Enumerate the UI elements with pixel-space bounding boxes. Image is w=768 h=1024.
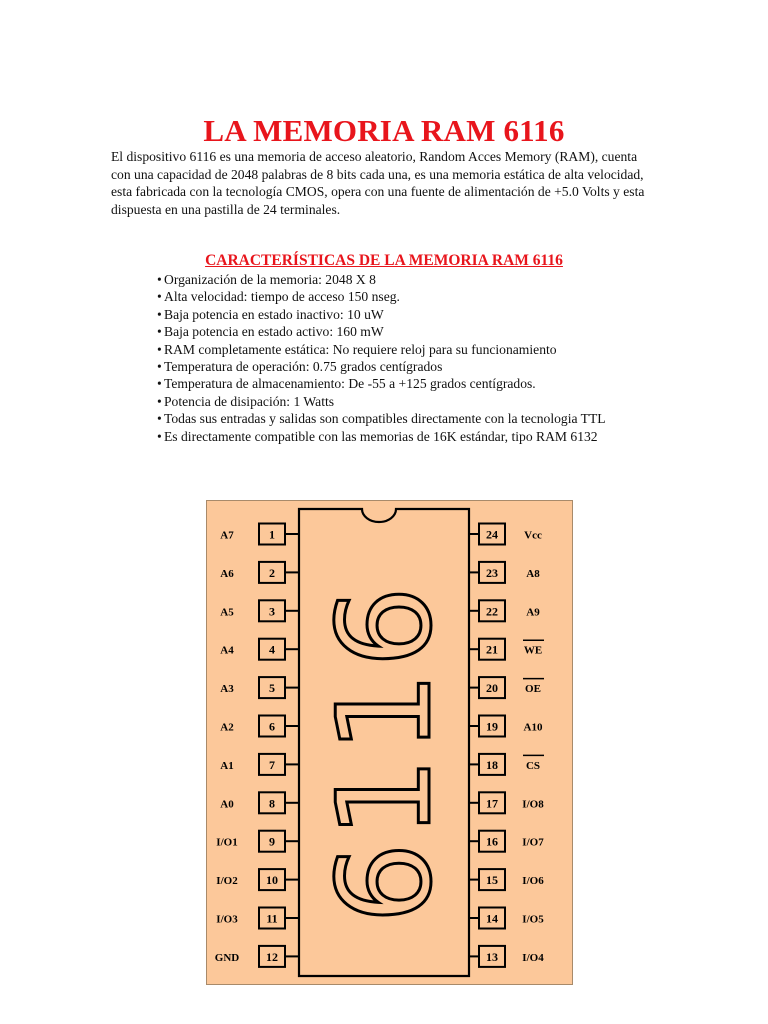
pin-name-right: I/O4	[522, 951, 544, 964]
bullet-icon: •	[157, 359, 162, 375]
pin-number-left: 9	[269, 834, 275, 849]
bullet-icon: •	[157, 324, 162, 340]
pin-number-right: 20	[486, 681, 498, 696]
pin-number-right: 13	[486, 949, 498, 964]
pin-name-right: Vcc	[524, 529, 542, 542]
chip-pinout-diagram	[206, 500, 573, 985]
pin-number-right: 17	[486, 796, 498, 811]
feature-text: Todas sus entradas y salidas son compatibles directamente con la tecnologia TTL	[164, 411, 606, 427]
pin-name-left: A0	[220, 798, 234, 811]
pin-number-left: 1	[269, 527, 275, 542]
bullet-icon: •	[157, 428, 162, 444]
pin-name-right: A10	[523, 721, 543, 734]
pin-name-right: WE	[523, 644, 543, 657]
bullet-icon: •	[157, 341, 162, 357]
pin-name-right: A8	[526, 567, 540, 580]
bullet-icon: •	[157, 393, 162, 409]
feature-item	[157, 428, 652, 445]
pin-number-right: 24	[486, 527, 498, 542]
pin-name-left: A7	[220, 529, 234, 542]
feature-text: Baja potencia en estado activo: 160 mW	[164, 324, 384, 340]
pin-name-left: I/O1	[216, 836, 238, 849]
feature-text: Baja potencia en estado inactivo: 10 uW	[164, 306, 384, 322]
feature-text: Temperatura de operación: 0.75 grados centígrados	[164, 359, 443, 375]
pin-name-left: A5	[220, 606, 234, 619]
feature-item	[157, 341, 652, 358]
feature-item	[157, 323, 652, 340]
pin-name-right: I/O5	[522, 913, 544, 926]
feature-item	[157, 375, 652, 392]
feature-text: Es directamente compatible con las memorias de 16K estándar, tipo RAM 6132	[164, 428, 598, 444]
pin-number-left: 3	[269, 604, 275, 619]
pin-number-right: 18	[486, 757, 498, 772]
pin-number-right: 21	[486, 642, 498, 657]
feature-text: Temperatura de almacenamiento: De -55 a +125 grados centígrados.	[164, 376, 536, 392]
feature-text: RAM completamente estática: No requiere reloj para su funcionamiento	[164, 341, 557, 357]
pin-number-right: 23	[486, 565, 498, 580]
pin-name-left: A1	[220, 759, 234, 772]
pin-number-left: 5	[269, 681, 275, 696]
pin-number-left: 4	[269, 642, 275, 657]
feature-text: Potencia de disipación: 1 Watts	[164, 393, 335, 409]
pin-number-left: 2	[269, 565, 275, 580]
pin-name-right: OE	[525, 683, 541, 696]
feature-item	[157, 393, 652, 410]
pin-name-left: A6	[220, 567, 234, 580]
bullet-icon: •	[157, 306, 162, 322]
feature-item	[157, 410, 652, 427]
pin-name-right: A9	[526, 606, 540, 619]
bullet-icon: •	[157, 411, 162, 427]
pin-name-right: I/O8	[522, 798, 544, 811]
bullet-icon: •	[157, 376, 162, 392]
feature-item	[157, 358, 652, 375]
features-title: CARACTERÍSTICAS DE LA MEMORIA RAM 6116	[205, 252, 563, 269]
chip-pinout-svg	[207, 501, 572, 984]
page-title: LA MEMORIA RAM 6116	[203, 112, 565, 148]
pin-number-left: 10	[266, 873, 278, 888]
pin-name-left: A3	[220, 683, 234, 696]
feature-item	[157, 271, 652, 288]
feature-item	[157, 306, 652, 323]
features-list	[157, 271, 652, 445]
pin-number-left: 6	[269, 719, 275, 734]
chip-label: 6116	[311, 582, 460, 924]
pin-number-right: 19	[486, 719, 498, 734]
feature-text: Alta velocidad: tiempo de acceso 150 nseg.	[164, 289, 400, 305]
pin-name-left: A2	[220, 721, 234, 734]
feature-item	[157, 288, 652, 305]
pin-number-left: 7	[269, 757, 275, 772]
pin-name-left: A4	[220, 644, 234, 657]
pin-number-left: 12	[266, 949, 278, 964]
pin-number-right: 16	[486, 834, 498, 849]
pin-name-left: I/O3	[216, 913, 238, 926]
pin-name-left: I/O2	[216, 875, 238, 888]
intro-paragraph: El dispositivo 6116 es una memoria de acceso aleatorio, Random Acces Memory (RAM), cuenta con una capacidad de 2048 palabras de 8 bits cada una, es una memoria estática de alta velocidad, esta fabricada con la tecnología CMOS, opera con una fuente de alimentación de +5.0 Volts y esta dispuesta en una pastilla de 24 terminales.	[111, 149, 645, 217]
pin-number-left: 11	[266, 911, 278, 926]
pin-number-right: 14	[486, 911, 498, 926]
pin-name-right: I/O6	[522, 875, 544, 888]
pin-number-left: 8	[269, 796, 275, 811]
pin-number-right: 22	[486, 604, 498, 619]
pin-name-left: GND	[214, 951, 240, 964]
bullet-icon: •	[157, 289, 162, 305]
pin-name-right: I/O7	[522, 836, 544, 849]
pin-name-right: CS	[525, 759, 541, 772]
pin-number-right: 15	[486, 873, 498, 888]
bullet-icon: •	[157, 272, 162, 287]
feature-text: Organización de la memoria: 2048 X 8	[164, 272, 376, 287]
